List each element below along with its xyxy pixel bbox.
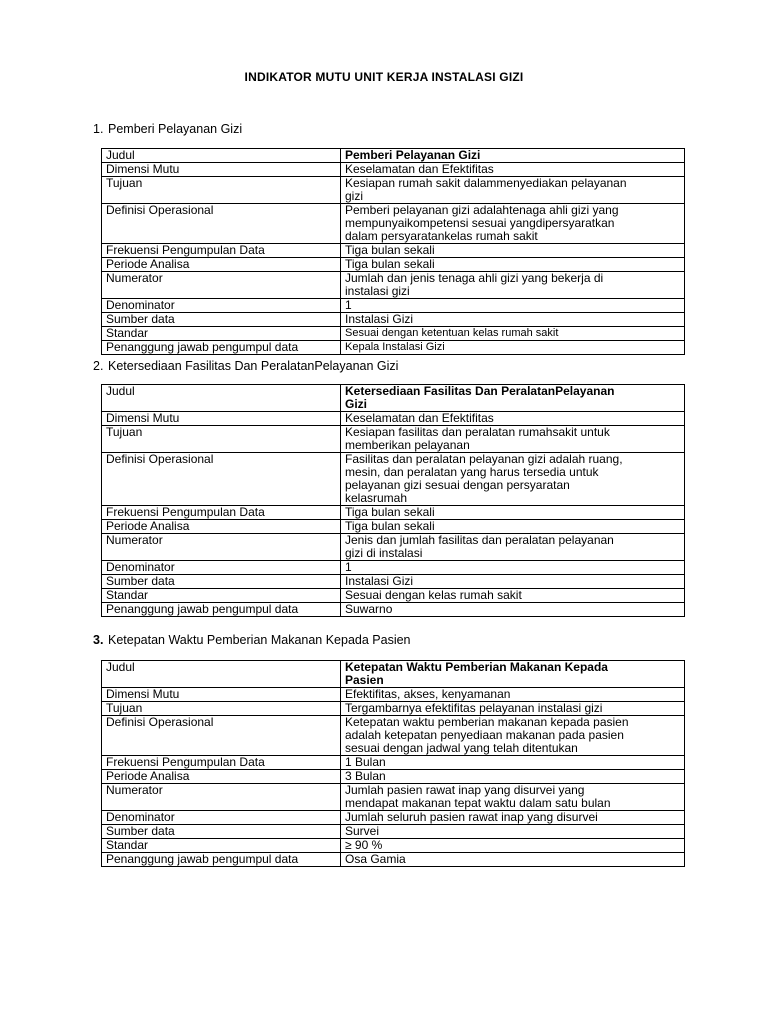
row-label: Frekuensi Pengumpulan Data — [102, 244, 341, 258]
row-label: Tujuan — [102, 177, 341, 204]
row-label: Penanggung jawab pengumpul data — [102, 853, 341, 867]
table-row — [102, 589, 685, 603]
row-value: Sesuai dengan ketentuan kelas rumah sakit — [341, 327, 685, 341]
row-label: Tujuan — [102, 426, 341, 453]
section-title: Ketersediaan Fasilitas Dan PeralatanPelayanan Gizi — [108, 359, 399, 373]
row-value: Ketepatan Waktu Pemberian Makanan Kepada Pasien — [341, 661, 685, 688]
table-row — [102, 177, 685, 204]
row-value: Kesiapan fasilitas dan peralatan rumahsakit untuk memberikan pelayanan — [341, 426, 685, 453]
table-row — [102, 149, 685, 163]
section-number: 1. — [93, 122, 104, 136]
row-label: Penanggung jawab pengumpul data — [102, 341, 341, 355]
row-value: 1 — [341, 561, 685, 575]
row-value: Tiga bulan sekali — [341, 258, 685, 272]
table-row — [102, 839, 685, 853]
row-value: Tergambarnya efektifitas pelayanan instalasi gizi — [341, 702, 685, 716]
section-title: Ketepatan Waktu Pemberian Makanan Kepada Pasien — [108, 633, 411, 647]
row-value: Kepala Instalasi Gizi — [341, 341, 685, 355]
table-row — [102, 313, 685, 327]
section-heading-3 — [93, 634, 411, 647]
row-value: ≥ 90 % — [341, 839, 685, 853]
table-row — [102, 702, 685, 716]
row-value: 1 — [341, 299, 685, 313]
row-label: Periode Analisa — [102, 258, 341, 272]
table-row — [102, 258, 685, 272]
table-row — [102, 244, 685, 258]
table-row — [102, 603, 685, 617]
row-label: Numerator — [102, 272, 341, 299]
row-value: Ketersediaan Fasilitas Dan PeralatanPelayanan Gizi — [341, 385, 685, 412]
row-label: Judul — [102, 149, 341, 163]
table-row — [102, 204, 685, 244]
table-row — [102, 575, 685, 589]
row-value: Jenis dan jumlah fasilitas dan peralatan pelayanan gizi di instalasi — [341, 534, 685, 561]
row-value: Tiga bulan sekali — [341, 506, 685, 520]
section-heading-2 — [93, 360, 398, 373]
table-row — [102, 770, 685, 784]
indicator-table-3 — [101, 660, 685, 867]
table-row — [102, 341, 685, 355]
row-value: Pemberi pelayanan gizi adalahtenaga ahli gizi yang mempunyaikompetensi sesuai yangdipersyaratkan dalam persyaratankelas rumah sakit — [341, 204, 685, 244]
row-label: Sumber data — [102, 825, 341, 839]
indicator-table-2 — [101, 384, 685, 617]
row-label: Denominator — [102, 299, 341, 313]
row-label: Numerator — [102, 534, 341, 561]
table-row — [102, 385, 685, 412]
row-label: Dimensi Mutu — [102, 688, 341, 702]
row-value: Instalasi Gizi — [341, 313, 685, 327]
table-row — [102, 412, 685, 426]
row-value: Osa Gamia — [341, 853, 685, 867]
table-row — [102, 561, 685, 575]
row-value: Ketepatan waktu pemberian makanan kepada pasien adalah ketepatan penyediaan makanan pada pasien sesuai dengan jadwal yang telah ditentukan — [341, 716, 685, 756]
section-heading-1 — [93, 123, 242, 136]
row-label: Dimensi Mutu — [102, 163, 341, 177]
row-label: Numerator — [102, 784, 341, 811]
row-label: Standar — [102, 839, 341, 853]
table-row — [102, 534, 685, 561]
table-row — [102, 811, 685, 825]
indicator-table-1 — [101, 148, 685, 355]
row-value: Jumlah dan jenis tenaga ahli gizi yang bekerja di instalasi gizi — [341, 272, 685, 299]
row-label: Penanggung jawab pengumpul data — [102, 603, 341, 617]
document-title: INDIKATOR MUTU UNIT KERJA INSTALASI GIZI — [244, 70, 524, 84]
table-row — [102, 453, 685, 506]
table-row — [102, 688, 685, 702]
table-row — [102, 327, 685, 341]
row-value: Efektifitas, akses, kenyamanan — [341, 688, 685, 702]
row-label: Denominator — [102, 561, 341, 575]
row-label: Sumber data — [102, 313, 341, 327]
section-number: 2. — [93, 359, 104, 373]
table-row — [102, 784, 685, 811]
row-value: 1 Bulan — [341, 756, 685, 770]
row-value: Tiga bulan sekali — [341, 520, 685, 534]
row-label: Periode Analisa — [102, 520, 341, 534]
row-value: Keselamatan dan Efektifitas — [341, 163, 685, 177]
row-label: Denominator — [102, 811, 341, 825]
row-value: Pemberi Pelayanan Gizi — [341, 149, 685, 163]
row-label: Definisi Operasional — [102, 204, 341, 244]
row-value: Suwarno — [341, 603, 685, 617]
row-label: Standar — [102, 327, 341, 341]
table-row — [102, 853, 685, 867]
row-value: Jumlah pasien rawat inap yang disurvei yang mendapat makanan tepat waktu dalam satu bulan — [341, 784, 685, 811]
row-value: Kesiapan rumah sakit dalammenyediakan pelayanan gizi — [341, 177, 685, 204]
row-label: Periode Analisa — [102, 770, 341, 784]
row-label: Definisi Operasional — [102, 716, 341, 756]
row-value: Survei — [341, 825, 685, 839]
table-row — [102, 661, 685, 688]
row-label: Frekuensi Pengumpulan Data — [102, 756, 341, 770]
section-number: 3. — [93, 633, 104, 647]
table-row — [102, 299, 685, 313]
row-value: Instalasi Gizi — [341, 575, 685, 589]
row-label: Sumber data — [102, 575, 341, 589]
table-row — [102, 163, 685, 177]
row-value: Tiga bulan sekali — [341, 244, 685, 258]
row-label: Judul — [102, 385, 341, 412]
row-label: Definisi Operasional — [102, 453, 341, 506]
table-row — [102, 716, 685, 756]
table-row — [102, 272, 685, 299]
row-value: 3 Bulan — [341, 770, 685, 784]
table-row — [102, 426, 685, 453]
row-value: Sesuai dengan kelas rumah sakit — [341, 589, 685, 603]
row-value: Fasilitas dan peralatan pelayanan gizi adalah ruang, mesin, dan peralatan yang harus tersedia untuk pelayanan gizi sesuai dengan persyaratan kelasrumah — [341, 453, 685, 506]
table-row — [102, 520, 685, 534]
row-label: Dimensi Mutu — [102, 412, 341, 426]
row-label: Judul — [102, 661, 341, 688]
row-label: Standar — [102, 589, 341, 603]
row-label: Frekuensi Pengumpulan Data — [102, 506, 341, 520]
section-title: Pemberi Pelayanan Gizi — [108, 122, 243, 136]
table-row — [102, 825, 685, 839]
row-value: Keselamatan dan Efektifitas — [341, 412, 685, 426]
table-row — [102, 506, 685, 520]
row-label: Tujuan — [102, 702, 341, 716]
row-value: Jumlah seluruh pasien rawat inap yang disurvei — [341, 811, 685, 825]
table-row — [102, 756, 685, 770]
